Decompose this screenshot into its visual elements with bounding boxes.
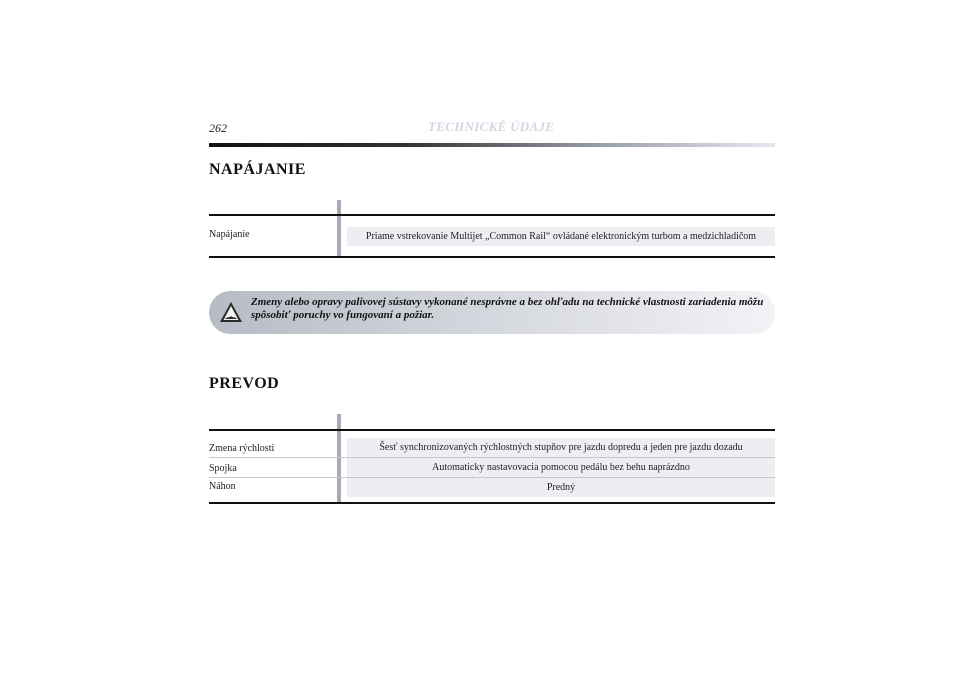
table-cell-value: Priame vstrekovanie Multijet „Common Rail“ ovládané elektronickým turbom a medzichladičom [347, 227, 775, 246]
section-title-fuel: NAPÁJANIE [209, 161, 306, 178]
table-vertical-bar [337, 200, 341, 258]
table-top-rule [209, 214, 775, 216]
warning-callout [209, 291, 775, 334]
table-cell-value: Šesť synchronizovaných rýchlostných stupňov pre jazdu dopredu a jeden pre jazdu dozadu [347, 438, 775, 457]
section-title-transmission: PREVOD [209, 375, 280, 392]
table-cell-label: Spojka [209, 463, 237, 474]
table-cell-value: Predný [347, 478, 775, 497]
table-cell-label: Napájanie [209, 229, 250, 240]
table-bottom-rule [209, 256, 775, 258]
warning-text: Zmeny alebo opravy palivovej sústavy vykonané nesprávne a bez ohľadu na technické vlastnosti zariadenia môžu spôsobiť poruchy vo fungovaní a požiar. [251, 296, 764, 321]
table-top-rule [209, 429, 775, 431]
table-cell-label: Zmena rýchlosti [209, 443, 275, 454]
page-number: 262 [209, 121, 227, 135]
header-rule [209, 143, 775, 147]
table-cell-label: Náhon [209, 481, 236, 492]
running-header-title: TECHNICKÉ ÚDAJE [428, 119, 555, 134]
table-cell-value: Automaticky nastavovacia pomocou pedálu bez behu naprázdno [347, 458, 775, 477]
table-bottom-rule [209, 502, 775, 504]
table-vertical-bar [337, 414, 341, 504]
warning-triangle-icon [219, 301, 243, 323]
